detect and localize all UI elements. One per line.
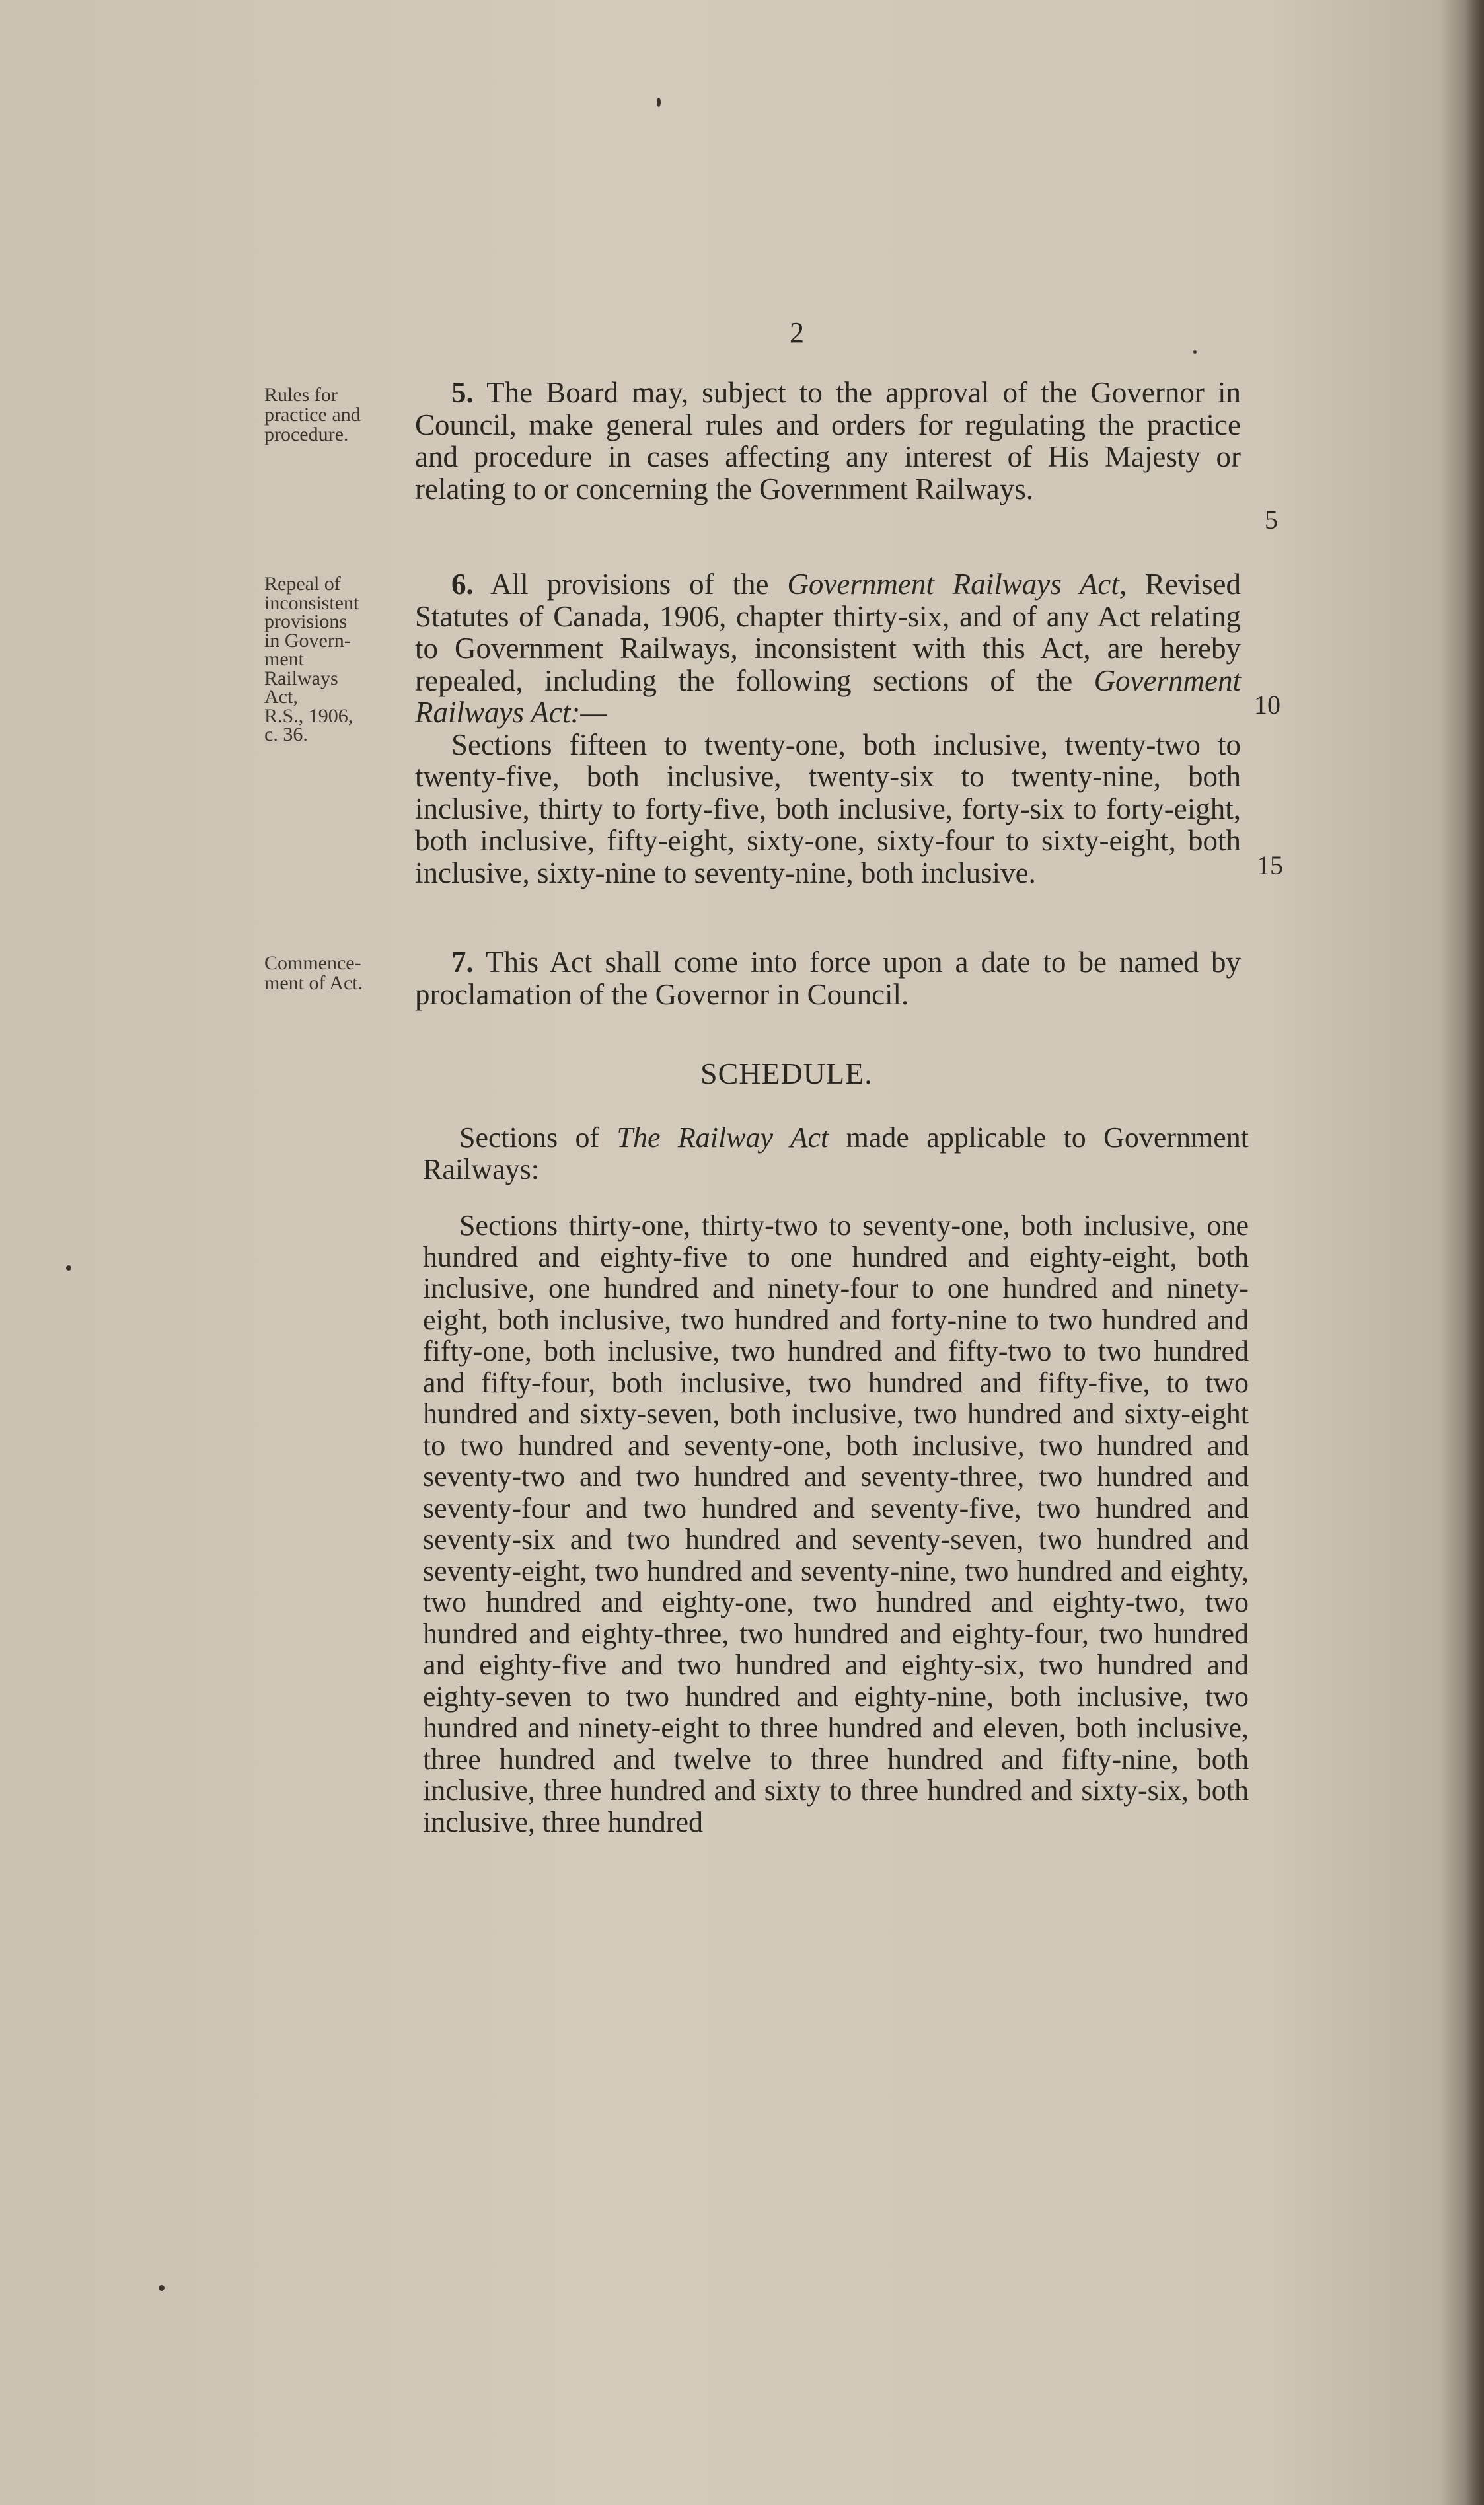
margin-note-line: Repeal of — [264, 573, 341, 595]
section-5-paragraph — [415, 377, 1241, 505]
section-text: All provisions of the — [490, 568, 788, 601]
margin-note-line: Commence- — [264, 952, 361, 974]
margin-note-line: Railways — [264, 667, 338, 689]
section-number: 7. — [451, 946, 474, 979]
section-6-sections-list: Sections fifteen to twenty-one, both inclusive, twenty-two to twenty-five, both inclusive, twenty-six to twenty-nine, both inclusive, thirty to forty-five, both inclusive, forty-six to forty-eight, both inclusive, fifty-eight, sixty-one, sixty-four to sixty-eight, both inclusive, sixty-nine to seventy-nine, both inclusive. — [415, 728, 1241, 889]
section-6 — [415, 568, 1241, 889]
schedule-body — [423, 1210, 1249, 1838]
margin-note-line: c. 36. — [264, 724, 308, 745]
section-6-paragraph — [415, 568, 1241, 729]
section-number: 5. — [451, 376, 474, 409]
margin-note-line: Rules for — [264, 384, 338, 406]
margin-note-line: provisions — [264, 611, 348, 632]
line-number: 5 — [1265, 505, 1278, 535]
margin-note-commencement — [264, 953, 363, 993]
page-number: 2 — [790, 317, 804, 349]
margin-note-repeal — [264, 575, 359, 745]
paper-speck — [159, 2285, 165, 2291]
margin-note-line: procedure. — [264, 424, 349, 445]
margin-note-line: ment of Act. — [264, 972, 363, 994]
margin-note-line: Act, — [264, 686, 298, 708]
section-text: Revised Statutes of Canada, 1906, chapter thirty-six, and of any Act relating to Government Railways, inconsistent with this Act, are hereby repealed, including the following sections of the — [415, 568, 1241, 697]
schedule-text: made applicable to Government Railways: — [423, 1121, 1249, 1185]
act-title: Government Railways Act:— — [415, 663, 1241, 729]
margin-note-line: R.S., 1906, — [264, 704, 353, 727]
paper-speck — [66, 1265, 71, 1271]
margin-note-line: ment — [264, 648, 304, 670]
paper-speck — [1193, 350, 1197, 354]
line-number: 10 — [1254, 690, 1280, 720]
act-title: Government Railways Act, — [787, 568, 1127, 601]
schedule-text: Sections of — [459, 1121, 617, 1154]
section-7-paragraph — [415, 946, 1241, 1010]
schedule-heading: SCHEDULE. — [700, 1057, 873, 1090]
margin-note-line: practice and — [264, 404, 361, 426]
act-title: The Railway Act — [616, 1121, 829, 1154]
line-number: 15 — [1257, 850, 1283, 880]
section-7 — [415, 946, 1241, 1010]
margin-note-line: inconsistent — [264, 591, 359, 614]
section-number: 6. — [451, 568, 474, 601]
schedule-intro-paragraph — [423, 1122, 1249, 1185]
section-5 — [415, 377, 1241, 505]
section-text: The Board may, subject to the approval of the Governor in Council, make general rules and orders for regulating the practice and procedure in cases affecting any interest of His Majesty or relating to or concerning the Government Railways. — [415, 376, 1241, 505]
page-edge-shadow — [1465, 0, 1484, 2505]
margin-note-line: in Govern- — [264, 629, 351, 652]
schedule-body-paragraph: Sections thirty-one, thirty-two to seventy-one, both inclusive, one hundred and eighty-five to one hundred and eighty-eight, both inclusive, one hundred and ninety-four to one hundred and ninety-eight, both inclusive, two hundred and forty-nine to two hundred and fifty-one, both inclusive, two hundred and fifty-two to two hundred and fifty-four, both inclusive, two hundred and fifty-five, to two hundred and sixty-seven, both inclusive, two hundred and sixty-eight to two hundred and seventy-one, both inclusive, two hundred and seventy-two and two hundred and seventy-three, two hundred and seventy-four and two hundred and seventy-five, two hundred and seventy-six and two hundred and seventy-seven, two hundred and seventy-eight, two hundred and seventy-nine, two hundred and eighty, two hundred and eighty-one, two hundred and eighty-two, two hundred and eighty-three, two hundred and eighty-four, two hundred and eighty-five and two hundred and eighty-six, two hundred and eighty-seven to two hundred and eighty-nine, both inclusive, two hundred and ninety-eight to three hundred and eleven, both inclusive, three hundred and twelve to three hundred and fifty-nine, both inclusive, three hundred and sixty to three hundred and sixty-six, both inclusive, three hundred — [423, 1209, 1249, 1838]
paper-speck — [657, 98, 661, 107]
margin-note-rules — [264, 385, 361, 445]
section-text: This Act shall come into force upon a date to be named by proclamation of the Governor in Council. — [415, 946, 1242, 1011]
schedule-intro — [423, 1122, 1249, 1185]
